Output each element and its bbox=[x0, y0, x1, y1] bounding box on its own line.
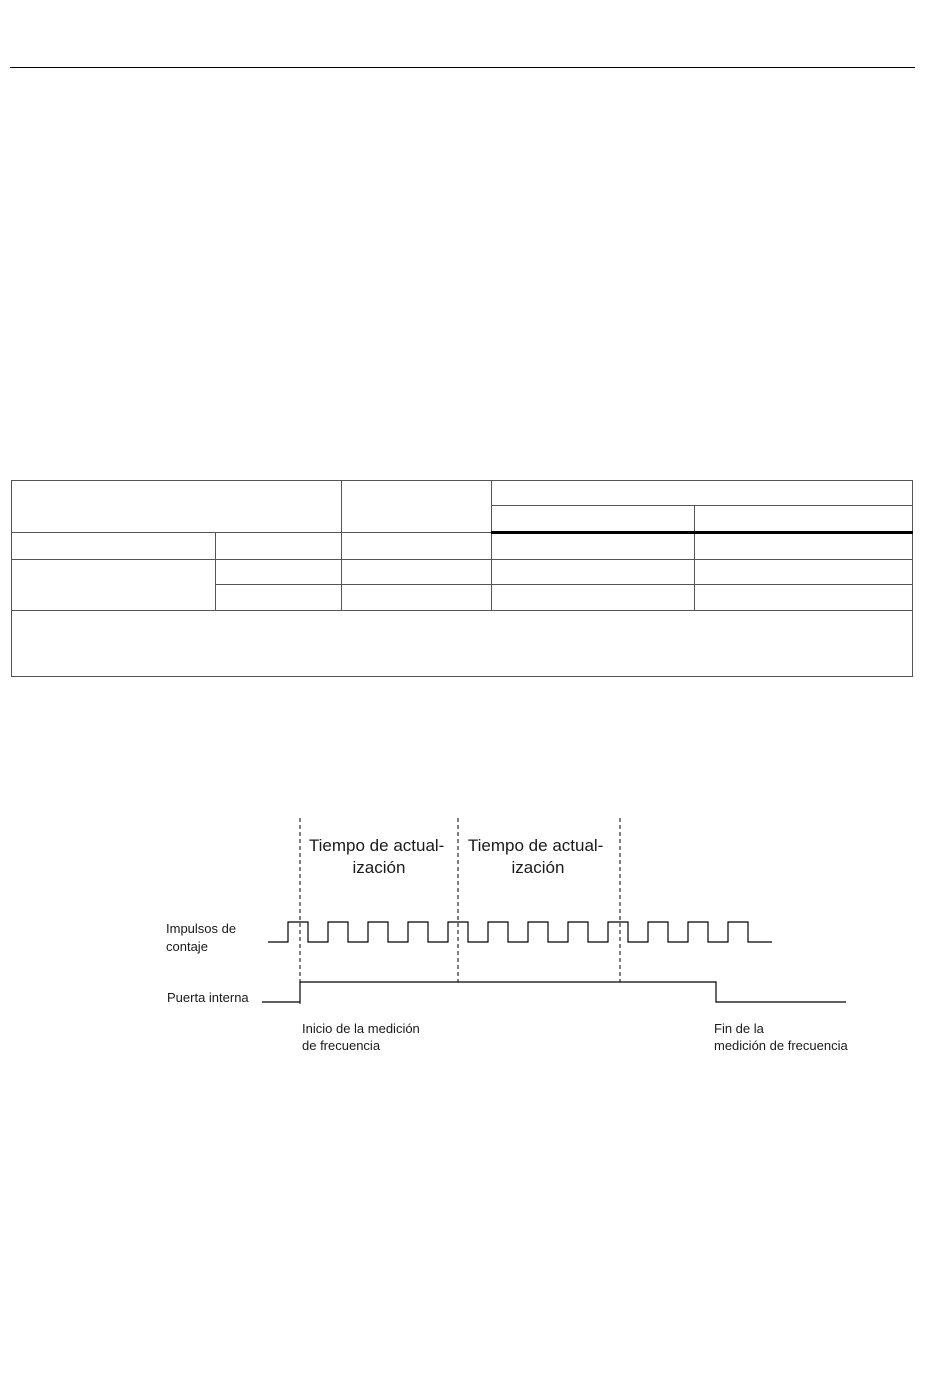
count-pulses-label: Impulsos de contaje bbox=[166, 921, 237, 954]
table-row bbox=[12, 560, 913, 585]
internal-gate-label: Puerta interna bbox=[167, 990, 249, 1005]
table-cell bbox=[695, 585, 913, 611]
table-cell bbox=[12, 533, 216, 560]
table-subheader-cell bbox=[695, 506, 913, 533]
table-cell bbox=[492, 560, 695, 585]
table-cell bbox=[216, 585, 342, 611]
table-cell bbox=[492, 585, 695, 611]
table-cell bbox=[342, 533, 492, 560]
table-cell bbox=[216, 560, 342, 585]
table-header-group-cell bbox=[492, 481, 913, 506]
table-cell bbox=[12, 560, 216, 611]
frequency-timing-diagram bbox=[0, 800, 950, 1080]
spec-table bbox=[11, 480, 913, 677]
measurement-start-label: Inicio de la medición de frecuencia bbox=[302, 1021, 420, 1053]
interval-label: Tiempo de actual- ización bbox=[467, 836, 604, 877]
table-cell bbox=[342, 560, 492, 585]
header-rule bbox=[10, 67, 915, 68]
table-cell bbox=[216, 533, 342, 560]
table-subheader-cell bbox=[492, 506, 695, 533]
internal-gate-waveform bbox=[262, 982, 846, 1002]
table-cell bbox=[695, 560, 913, 585]
table-header-cell bbox=[12, 481, 342, 533]
table-footnote-cell bbox=[12, 611, 913, 677]
table-cell bbox=[695, 533, 913, 560]
table-header-cell bbox=[342, 481, 492, 533]
table-cell bbox=[342, 585, 492, 611]
table-row bbox=[12, 533, 913, 560]
interval-label: Tiempo de actual- ización bbox=[308, 836, 445, 877]
measurement-end-label: Fin de la medición de frecuencia bbox=[714, 1021, 848, 1053]
table-cell bbox=[492, 533, 695, 560]
count-pulses-waveform bbox=[268, 922, 772, 942]
table-footnote-row bbox=[12, 611, 913, 677]
